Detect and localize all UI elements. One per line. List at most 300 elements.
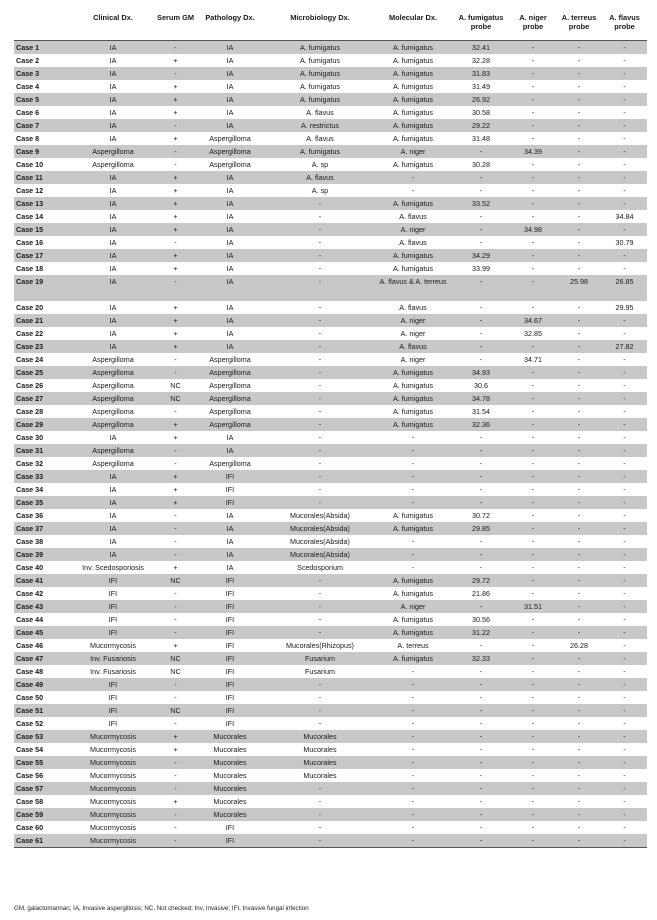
- cell-case-id: Case 8: [16, 134, 40, 143]
- cell-microbiology-dx: Mucorales(Absida): [266, 522, 374, 535]
- cell-fumigatus-value: -: [479, 693, 483, 702]
- cell-microbiology-dx: A. flavus: [306, 134, 334, 143]
- table-row: [14, 366, 647, 379]
- table-row: [14, 184, 647, 197]
- cell-pathology-dx: IA: [194, 340, 266, 353]
- table-row: [14, 626, 647, 639]
- cell-niger-value: -: [531, 82, 535, 91]
- cell-molecular-dx: A. fumigatus: [393, 108, 433, 117]
- cell-pathology-dx: IFI: [225, 615, 235, 624]
- cell-terreus-value: -: [556, 522, 602, 535]
- cell-molecular-dx: -: [374, 782, 452, 795]
- cell-pathology-dx: IFI: [225, 485, 235, 494]
- cell-molecular-dx: -: [411, 667, 415, 676]
- table-row: [14, 340, 647, 353]
- cell-pathology-dx: IA: [226, 238, 234, 247]
- cell-terreus-value: -: [577, 160, 581, 169]
- cell-terreus-value: -: [577, 264, 581, 273]
- cell-microbiology-dx: -: [266, 600, 374, 613]
- cell-flavus-value: -: [623, 537, 626, 546]
- cell-pathology-dx: Aspergilloma: [209, 459, 251, 468]
- cell-fumigatus-value: 30.56: [472, 615, 490, 624]
- cell-niger-value: -: [531, 134, 535, 143]
- cell-fumigatus-value: 30.6: [474, 381, 488, 390]
- cell-case-id: Case 14: [16, 212, 44, 221]
- cell-pathology-dx: IA: [194, 93, 266, 106]
- table-row: [14, 379, 647, 392]
- table-row: [14, 717, 647, 730]
- cell-fumigatus-value: -: [479, 563, 483, 572]
- cell-serum-gm: -: [174, 511, 177, 520]
- cell-case-id: Case 12: [16, 186, 44, 195]
- header-case: [14, 12, 69, 41]
- cell-pathology-dx: Mucorales: [194, 782, 266, 795]
- cell-molecular-dx: A. flavus & A. terreus: [374, 275, 452, 301]
- cell-serum-gm: +: [173, 433, 178, 442]
- cell-case-id: Case 55: [14, 756, 69, 769]
- cell-clinical-dx: IFI: [69, 704, 157, 717]
- cell-microbiology-dx: -: [318, 212, 322, 221]
- table-row: [14, 457, 647, 470]
- cell-clinical-dx: Mucormycosis: [90, 823, 136, 832]
- cell-niger-value: 34.71: [524, 355, 542, 364]
- cell-fumigatus-value: -: [452, 275, 510, 301]
- cell-case-id: Case 31: [14, 444, 69, 457]
- cell-fumigatus-value: -: [452, 834, 510, 848]
- cell-niger-value: -: [531, 459, 535, 468]
- cell-fumigatus-value: -: [479, 459, 483, 468]
- cell-fumigatus-value: -: [452, 340, 510, 353]
- cell-pathology-dx: IFI: [194, 626, 266, 639]
- cell-clinical-dx: IFI: [69, 574, 157, 587]
- header-molecular-dx: Molecular Dx.: [388, 13, 438, 22]
- cell-microbiology-dx: -: [266, 444, 374, 457]
- cell-fumigatus-value: -: [452, 704, 510, 717]
- cell-terreus-value: -: [577, 511, 581, 520]
- cell-clinical-dx: Inv. Fusariosis: [90, 667, 136, 676]
- cell-terreus-value: -: [577, 407, 581, 416]
- cell-microbiology-dx: -: [266, 678, 374, 691]
- cell-case-id: Case 16: [16, 238, 44, 247]
- cell-niger-value: -: [510, 652, 556, 665]
- cell-microbiology-dx: Mucorales: [266, 730, 374, 743]
- cell-microbiology-dx: -: [318, 381, 322, 390]
- cell-terreus-value: -: [556, 41, 602, 55]
- cell-microbiology-dx: A. flavus: [306, 108, 334, 117]
- cell-microbiology-dx: -: [266, 366, 374, 379]
- cell-pathology-dx: IA: [194, 314, 266, 327]
- table-row: [14, 782, 647, 795]
- cell-niger-value: -: [531, 160, 535, 169]
- cell-molecular-dx: A. fumigatus: [374, 418, 452, 431]
- table-row: [14, 678, 647, 691]
- cell-niger-value: -: [510, 470, 556, 483]
- cell-molecular-dx: -: [374, 678, 452, 691]
- cell-flavus-value: -: [623, 82, 626, 91]
- cell-case-id: Case 43: [14, 600, 69, 613]
- cell-serum-gm: +: [173, 303, 178, 312]
- cell-molecular-dx: A. fumigatus: [374, 574, 452, 587]
- cell-serum-gm: -: [174, 771, 177, 780]
- cell-case-id: Case 50: [16, 693, 44, 702]
- cell-clinical-dx: IA: [109, 511, 117, 520]
- table-row: [14, 548, 647, 561]
- table-row: [14, 665, 647, 678]
- cell-fumigatus-value: 21.86: [472, 589, 490, 598]
- cell-clinical-dx: Aspergilloma: [69, 444, 157, 457]
- header-terreus-probe: A. terreus probe: [561, 13, 597, 31]
- cell-clinical-dx: IFI: [69, 600, 157, 613]
- cell-fumigatus-value: -: [479, 797, 483, 806]
- cell-serum-gm: -: [174, 693, 177, 702]
- cell-molecular-dx: -: [411, 823, 415, 832]
- cell-niger-value: -: [531, 238, 535, 247]
- cell-pathology-dx: IFI: [194, 678, 266, 691]
- cell-serum-gm: +: [157, 171, 194, 184]
- cell-pathology-dx: Aspergilloma: [209, 381, 251, 390]
- cell-pathology-dx: IA: [226, 511, 234, 520]
- cell-pathology-dx: IA: [226, 329, 234, 338]
- cell-clinical-dx: IFI: [69, 626, 157, 639]
- cell-flavus-value: -: [602, 67, 647, 80]
- cell-niger-value: 34.98: [510, 223, 556, 236]
- cell-fumigatus-value: 33.52: [452, 197, 510, 210]
- cell-molecular-dx: A. niger: [374, 314, 452, 327]
- cell-serum-gm: +: [173, 56, 178, 65]
- cell-clinical-dx: IA: [109, 485, 117, 494]
- cell-fumigatus-value: -: [452, 730, 510, 743]
- cell-molecular-dx: A. fumigatus: [393, 160, 433, 169]
- cell-flavus-value: -: [623, 693, 626, 702]
- cell-clinical-dx: Aspergilloma: [69, 366, 157, 379]
- cell-microbiology-dx: -: [318, 264, 322, 273]
- cell-serum-gm: NC: [157, 652, 194, 665]
- table-row: [14, 756, 647, 769]
- cell-microbiology-dx: -: [318, 589, 322, 598]
- cell-serum-gm: -: [174, 355, 177, 364]
- table-row: [14, 795, 647, 808]
- cell-serum-gm: NC: [170, 667, 181, 676]
- cell-fumigatus-value: 29.85: [452, 522, 510, 535]
- cell-pathology-dx: Aspergilloma: [194, 366, 266, 379]
- cell-clinical-dx: Mucormycosis: [90, 771, 136, 780]
- cell-pathology-dx: Mucorales: [194, 730, 266, 743]
- cell-terreus-value: -: [556, 171, 602, 184]
- cell-serum-gm: +: [173, 186, 178, 195]
- cell-flavus-value: -: [602, 522, 647, 535]
- table-row: [14, 54, 647, 67]
- table-row: [14, 522, 647, 535]
- cell-fumigatus-value: -: [479, 186, 483, 195]
- table-row: [14, 119, 647, 132]
- cell-serum-gm: -: [157, 366, 194, 379]
- cell-pathology-dx: Aspergilloma: [209, 160, 251, 169]
- cell-serum-gm: -: [157, 548, 194, 561]
- cell-pathology-dx: IA: [194, 522, 266, 535]
- cell-niger-value: -: [510, 704, 556, 717]
- cell-microbiology-dx: -: [266, 704, 374, 717]
- cell-case-id: Case 7: [14, 119, 69, 132]
- table-row: [14, 145, 647, 158]
- cell-flavus-value: -: [602, 41, 647, 55]
- cell-flavus-value: -: [623, 381, 626, 390]
- cell-fumigatus-value: 34.29: [452, 249, 510, 262]
- cell-flavus-value: 26.85: [602, 275, 647, 301]
- cell-flavus-value: -: [623, 264, 626, 273]
- cell-clinical-dx: IA: [69, 470, 157, 483]
- cell-serum-gm: +: [157, 730, 194, 743]
- cell-clinical-dx: IA: [109, 134, 117, 143]
- table-row: [14, 704, 647, 717]
- cell-case-id: Case 58: [16, 797, 44, 806]
- cell-serum-gm: +: [173, 108, 178, 117]
- cell-flavus-value: -: [623, 407, 626, 416]
- cell-fumigatus-value: -: [452, 470, 510, 483]
- cell-fumigatus-value: -: [452, 756, 510, 769]
- cell-flavus-value: -: [602, 418, 647, 431]
- cell-niger-value: -: [531, 589, 535, 598]
- cell-serum-gm: +: [173, 641, 178, 650]
- cell-molecular-dx: -: [411, 563, 415, 572]
- cell-case-id: Case 23: [14, 340, 69, 353]
- cell-flavus-value: 30.79: [615, 238, 634, 247]
- cell-niger-value: -: [510, 392, 556, 405]
- cell-fumigatus-value: -: [452, 548, 510, 561]
- cell-flavus-value: 34.84: [615, 212, 634, 221]
- cell-flavus-value: -: [602, 444, 647, 457]
- cell-microbiology-dx: A. fumigatus: [300, 82, 340, 91]
- cell-flavus-value: 29.95: [615, 303, 634, 312]
- cell-niger-value: -: [510, 626, 556, 639]
- cell-molecular-dx: A. fumigatus: [393, 56, 433, 65]
- cell-clinical-dx: Aspergilloma: [69, 418, 157, 431]
- cell-serum-gm: -: [174, 537, 177, 546]
- cell-flavus-value: -: [602, 366, 647, 379]
- cell-pathology-dx: IFI: [194, 496, 266, 509]
- cell-pathology-dx: IFI: [225, 693, 235, 702]
- cell-pathology-dx: Mucorales: [213, 797, 247, 806]
- cell-molecular-dx: A. fumigatus: [374, 249, 452, 262]
- cell-pathology-dx: IFI: [194, 600, 266, 613]
- table-row: [14, 106, 647, 119]
- cell-clinical-dx: IFI: [108, 589, 118, 598]
- cell-flavus-value: -: [623, 186, 626, 195]
- cell-microbiology-dx: -: [318, 459, 322, 468]
- cell-fumigatus-value: 34.78: [452, 392, 510, 405]
- cell-terreus-value: -: [556, 119, 602, 132]
- cell-microbiology-dx: -: [318, 719, 322, 728]
- cell-niger-value: -: [531, 407, 535, 416]
- cell-terreus-value: -: [577, 615, 581, 624]
- cell-case-id: Case 5: [14, 93, 69, 106]
- cell-flavus-value: -: [602, 223, 647, 236]
- cell-molecular-dx: A. flavus: [399, 212, 427, 221]
- table-row: [14, 613, 647, 626]
- cell-serum-gm: -: [157, 808, 194, 821]
- cell-molecular-dx: -: [374, 496, 452, 509]
- cell-case-id: Case 51: [14, 704, 69, 717]
- cell-niger-value: 31.51: [510, 600, 556, 613]
- cell-pathology-dx: IA: [194, 444, 266, 457]
- cell-clinical-dx: Aspergilloma: [92, 160, 134, 169]
- table-row: [14, 743, 647, 756]
- cell-terreus-value: -: [577, 303, 581, 312]
- cell-terreus-value: -: [577, 459, 581, 468]
- cell-clinical-dx: IA: [69, 93, 157, 106]
- cell-case-id: Case 22: [16, 329, 44, 338]
- cell-microbiology-dx: A. fumigatus: [300, 56, 340, 65]
- table-row: [14, 769, 647, 782]
- cell-clinical-dx: IFI: [108, 693, 118, 702]
- cell-pathology-dx: IA: [194, 67, 266, 80]
- cell-serum-gm: -: [174, 615, 177, 624]
- cell-microbiology-dx: -: [318, 693, 322, 702]
- cell-niger-value: -: [531, 511, 535, 520]
- cell-pathology-dx: IFI: [225, 667, 235, 676]
- cell-case-id: Case 32: [16, 459, 44, 468]
- cell-niger-value: -: [531, 771, 535, 780]
- cell-serum-gm: -: [157, 756, 194, 769]
- cell-niger-value: -: [510, 444, 556, 457]
- header-clinical-dx: Clinical Dx.: [93, 13, 133, 22]
- table-row: [14, 392, 647, 405]
- cell-niger-value: -: [510, 808, 556, 821]
- cell-fumigatus-value: -: [452, 145, 510, 158]
- cell-terreus-value: -: [577, 693, 581, 702]
- cell-flavus-value: -: [602, 730, 647, 743]
- cell-clinical-dx: IA: [109, 433, 117, 442]
- cell-clinical-dx: IA: [109, 186, 117, 195]
- cell-niger-value: -: [510, 366, 556, 379]
- cell-clinical-dx: IA: [69, 197, 157, 210]
- table-row: [14, 808, 647, 821]
- cell-microbiology-dx: Mucorales: [266, 756, 374, 769]
- cell-case-id: Case 15: [14, 223, 69, 236]
- cell-fumigatus-value: 30.28: [472, 160, 490, 169]
- cell-pathology-dx: IFI: [225, 589, 235, 598]
- cell-clinical-dx: IA: [109, 212, 117, 221]
- cell-molecular-dx: A. fumigatus: [374, 67, 452, 80]
- cell-microbiology-dx: A. fumigatus: [266, 67, 374, 80]
- cell-fumigatus-value: 30.72: [472, 511, 490, 520]
- table-row: [14, 730, 647, 743]
- cell-fumigatus-value: -: [479, 303, 483, 312]
- cell-serum-gm: -: [157, 678, 194, 691]
- header-fumigatus-probe: A. fumigatus probe: [458, 13, 504, 31]
- cell-case-id: Case 13: [14, 197, 69, 210]
- table-row: [14, 353, 647, 366]
- cell-clinical-dx: IA: [69, 41, 157, 55]
- cell-niger-value: -: [510, 496, 556, 509]
- table-row: [14, 327, 647, 340]
- cell-serum-gm: -: [157, 145, 194, 158]
- cell-terreus-value: -: [556, 418, 602, 431]
- cell-molecular-dx: A. fumigatus: [374, 626, 452, 639]
- cell-pathology-dx: IFI: [225, 719, 235, 728]
- cell-flavus-value: -: [602, 470, 647, 483]
- cell-flavus-value: -: [602, 548, 647, 561]
- cell-clinical-dx: IA: [69, 548, 157, 561]
- cell-case-id: Case 45: [14, 626, 69, 639]
- cell-clinical-dx: IA: [69, 522, 157, 535]
- cell-terreus-value: -: [556, 834, 602, 848]
- cell-microbiology-dx: Mucorales: [303, 771, 337, 780]
- cell-molecular-dx: -: [374, 444, 452, 457]
- cell-clinical-dx: IA: [69, 171, 157, 184]
- cell-flavus-value: -: [602, 652, 647, 665]
- cell-pathology-dx: IA: [194, 223, 266, 236]
- cell-microbiology-dx: -: [266, 392, 374, 405]
- cell-serum-gm: -: [157, 626, 194, 639]
- cell-terreus-value: -: [577, 823, 581, 832]
- cell-clinical-dx: IA: [109, 537, 117, 546]
- cell-molecular-dx: -: [411, 797, 415, 806]
- cell-molecular-dx: A. fumigatus: [374, 522, 452, 535]
- cell-terreus-value: -: [577, 82, 581, 91]
- cell-pathology-dx: IFI: [194, 834, 266, 848]
- cell-terreus-value: -: [556, 93, 602, 106]
- cell-pathology-dx: IA: [194, 249, 266, 262]
- cell-pathology-dx: IA: [226, 433, 234, 442]
- cell-microbiology-dx: Fusarium: [266, 652, 374, 665]
- cell-clinical-dx: Aspergilloma: [69, 145, 157, 158]
- cell-serum-gm: +: [173, 797, 178, 806]
- cell-molecular-dx: A. niger: [374, 600, 452, 613]
- cell-pathology-dx: IFI: [194, 704, 266, 717]
- cell-flavus-value: -: [623, 459, 626, 468]
- cell-terreus-value: -: [577, 238, 581, 247]
- cell-niger-value: -: [531, 719, 535, 728]
- cell-case-id: Case 30: [16, 433, 44, 442]
- cell-niger-value: -: [510, 197, 556, 210]
- table-row: [14, 171, 647, 184]
- cell-case-id: Case 35: [14, 496, 69, 509]
- cell-flavus-value: -: [623, 797, 626, 806]
- cell-serum-gm: -: [157, 782, 194, 795]
- cell-niger-value: -: [510, 834, 556, 848]
- cell-niger-value: -: [531, 212, 535, 221]
- cell-terreus-value: -: [556, 652, 602, 665]
- cell-serum-gm: +: [157, 93, 194, 106]
- cell-case-id: Case 61: [14, 834, 69, 848]
- cell-molecular-dx: -: [411, 771, 415, 780]
- cell-flavus-value: -: [602, 496, 647, 509]
- cell-fumigatus-value: -: [452, 223, 510, 236]
- cell-molecular-dx: -: [374, 548, 452, 561]
- cell-molecular-dx: A. fumigatus: [374, 41, 452, 55]
- cell-clinical-dx: Mucormycosis: [69, 834, 157, 848]
- cell-serum-gm: +: [173, 134, 178, 143]
- table-row: [14, 197, 647, 210]
- cell-terreus-value: -: [556, 223, 602, 236]
- cell-microbiology-dx: -: [266, 834, 374, 848]
- cell-niger-value: -: [531, 641, 535, 650]
- cell-terreus-value: -: [556, 678, 602, 691]
- cell-niger-value: -: [510, 275, 556, 301]
- cell-molecular-dx: A. fumigatus: [374, 197, 452, 210]
- cell-pathology-dx: IA: [226, 108, 234, 117]
- cell-flavus-value: -: [623, 667, 626, 676]
- cell-pathology-dx: IA: [226, 303, 234, 312]
- cell-terreus-value: -: [556, 67, 602, 80]
- cell-terreus-value: -: [556, 600, 602, 613]
- cell-molecular-dx: -: [374, 808, 452, 821]
- cell-molecular-dx: -: [411, 745, 415, 754]
- cell-pathology-dx: Aspergilloma: [194, 145, 266, 158]
- table-row: [14, 574, 647, 587]
- cell-niger-value: -: [510, 548, 556, 561]
- cell-terreus-value: -: [556, 782, 602, 795]
